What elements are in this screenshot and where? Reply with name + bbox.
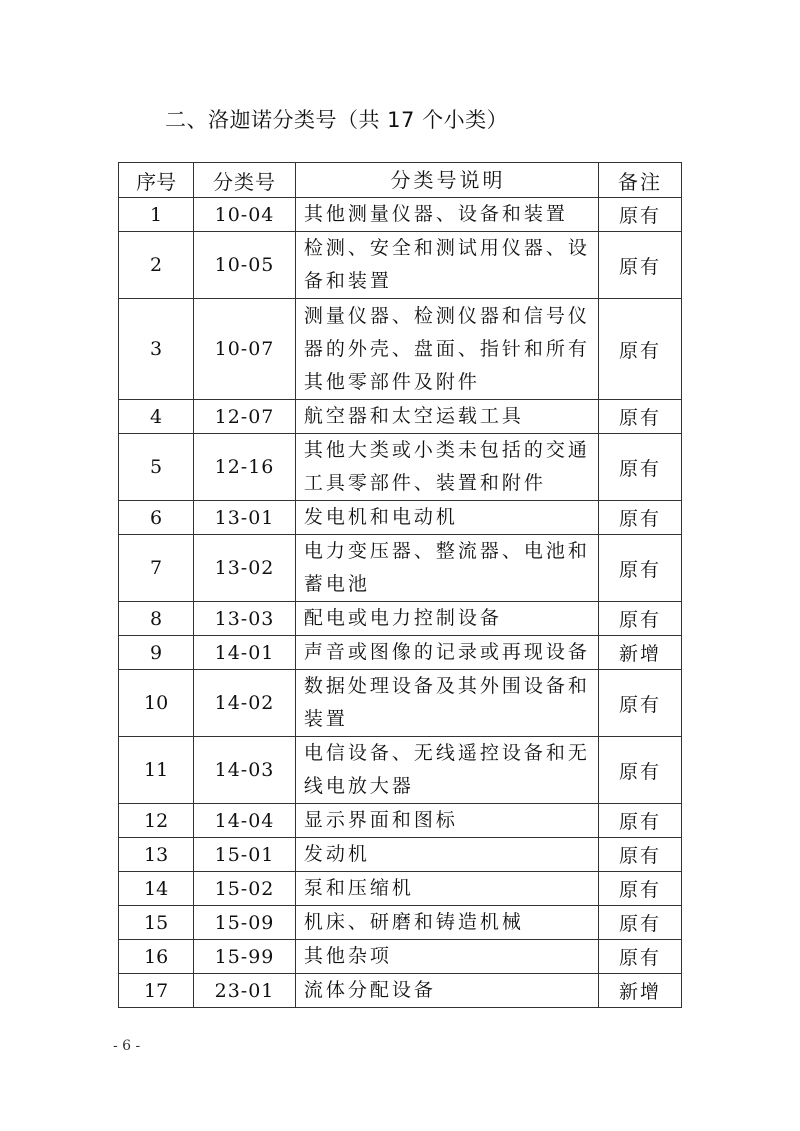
cell-note: 原有	[599, 434, 682, 501]
cell-desc: 检测、安全和测试用仪器、设备和装置	[295, 232, 598, 299]
table-row	[119, 974, 682, 1008]
cell-note: 原有	[599, 198, 682, 232]
cell-note: 原有	[599, 804, 682, 838]
cell-note: 原有	[599, 299, 682, 400]
table-row	[119, 872, 682, 906]
cell-code: 15-02	[194, 872, 296, 906]
cell-no: 7	[119, 535, 194, 602]
cell-code: 15-09	[194, 906, 296, 940]
cell-code: 15-99	[194, 940, 296, 974]
cell-no: 4	[119, 400, 194, 434]
cell-no: 11	[119, 737, 194, 804]
header-code: 分类号	[194, 163, 296, 198]
header-note: 备注	[599, 163, 682, 198]
cell-no: 13	[119, 838, 194, 872]
table-row	[119, 636, 682, 670]
cell-code: 10-04	[194, 198, 296, 232]
cell-desc: 泵和压缩机	[295, 872, 598, 906]
cell-code: 13-03	[194, 602, 296, 636]
cell-desc: 发动机	[295, 838, 598, 872]
cell-no: 6	[119, 501, 194, 535]
cell-code: 10-07	[194, 299, 296, 400]
cell-note: 原有	[599, 838, 682, 872]
table-row	[119, 737, 682, 804]
table-row	[119, 670, 682, 737]
cell-code: 14-04	[194, 804, 296, 838]
cell-code: 14-03	[194, 737, 296, 804]
cell-note: 新增	[599, 974, 682, 1008]
cell-code: 15-01	[194, 838, 296, 872]
cell-no: 10	[119, 670, 194, 737]
cell-desc: 数据处理设备及其外围设备和装置	[295, 670, 598, 737]
cell-desc: 流体分配设备	[295, 974, 598, 1008]
table-row	[119, 906, 682, 940]
cell-note: 原有	[599, 535, 682, 602]
cell-no: 2	[119, 232, 194, 299]
cell-desc: 发电机和电动机	[295, 501, 598, 535]
cell-code: 14-02	[194, 670, 296, 737]
table-row	[119, 501, 682, 535]
header-no: 序号	[119, 163, 194, 198]
cell-desc: 航空器和太空运载工具	[295, 400, 598, 434]
section-title: 二、洛迦诺分类号（共 17 个小类）	[165, 108, 509, 132]
cell-no: 3	[119, 299, 194, 400]
cell-desc: 其他大类或小类未包括的交通工具零部件、装置和附件	[295, 434, 598, 501]
cell-desc: 电力变压器、整流器、电池和蓄电池	[295, 535, 598, 602]
cell-desc: 电信设备、无线遥控设备和无线电放大器	[295, 737, 598, 804]
cell-no: 12	[119, 804, 194, 838]
table-row	[119, 434, 682, 501]
table-row	[119, 940, 682, 974]
table-row	[119, 602, 682, 636]
cell-no: 1	[119, 198, 194, 232]
cell-code: 13-02	[194, 535, 296, 602]
table-row	[119, 299, 682, 400]
cell-note: 原有	[599, 501, 682, 535]
cell-note: 原有	[599, 400, 682, 434]
cell-note: 原有	[599, 670, 682, 737]
cell-no: 15	[119, 906, 194, 940]
table-row	[119, 535, 682, 602]
table-row	[119, 198, 682, 232]
cell-desc: 测量仪器、检测仪器和信号仪器的外壳、盘面、指针和所有其他零部件及附件	[295, 299, 598, 400]
page-number: - 6 -	[113, 1038, 141, 1054]
cell-note: 原有	[599, 232, 682, 299]
cell-note: 原有	[599, 906, 682, 940]
cell-desc: 机床、研磨和铸造机械	[295, 906, 598, 940]
cell-note: 原有	[599, 872, 682, 906]
header-desc: 分类号说明	[295, 163, 598, 198]
cell-no: 14	[119, 872, 194, 906]
cell-no: 16	[119, 940, 194, 974]
cell-no: 8	[119, 602, 194, 636]
cell-code: 10-05	[194, 232, 296, 299]
cell-code: 14-01	[194, 636, 296, 670]
table-row	[119, 804, 682, 838]
cell-no: 17	[119, 974, 194, 1008]
cell-code: 23-01	[194, 974, 296, 1008]
table-header-row	[119, 163, 682, 198]
cell-desc: 其他测量仪器、设备和装置	[295, 198, 598, 232]
cell-no: 5	[119, 434, 194, 501]
cell-desc: 配电或电力控制设备	[295, 602, 598, 636]
cell-note: 原有	[599, 737, 682, 804]
table-row	[119, 400, 682, 434]
cell-note: 原有	[599, 940, 682, 974]
locarno-classification-table	[118, 162, 682, 1008]
cell-code: 13-01	[194, 501, 296, 535]
cell-code: 12-07	[194, 400, 296, 434]
cell-no: 9	[119, 636, 194, 670]
cell-note: 原有	[599, 602, 682, 636]
cell-desc: 其他杂项	[295, 940, 598, 974]
table-row	[119, 838, 682, 872]
cell-desc: 声音或图像的记录或再现设备	[295, 636, 598, 670]
table-row	[119, 232, 682, 299]
cell-desc: 显示界面和图标	[295, 804, 598, 838]
cell-code: 12-16	[194, 434, 296, 501]
cell-note: 新增	[599, 636, 682, 670]
